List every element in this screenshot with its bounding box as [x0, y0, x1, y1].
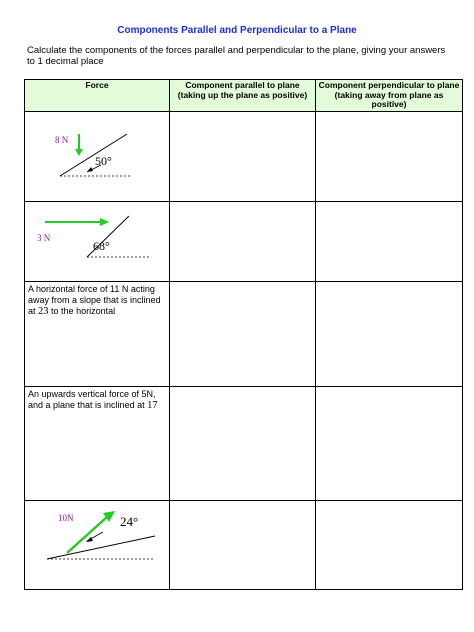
table-row — [25, 111, 463, 201]
force-description — [25, 387, 169, 413]
force-cell — [25, 111, 170, 201]
answer-perpendicular-cell[interactable] — [316, 201, 463, 281]
force-cell — [25, 500, 170, 589]
table-row — [25, 500, 463, 589]
force-diagram-1 — [25, 112, 165, 196]
force-cell — [25, 386, 170, 500]
answer-parallel-cell[interactable] — [170, 386, 316, 500]
answer-perpendicular-cell[interactable] — [316, 281, 463, 386]
answer-perpendicular-cell[interactable] — [316, 111, 463, 201]
description-text: A horizontal force of 11 N acting away from a slope that is inclined at — [28, 283, 161, 316]
force-label: 8 N — [55, 134, 69, 145]
force-description — [25, 282, 169, 319]
table-row — [25, 201, 463, 281]
answer-perpendicular-cell[interactable] — [316, 386, 463, 500]
angle-label: 50° — [95, 153, 112, 168]
answer-parallel-cell[interactable] — [170, 281, 316, 386]
table-row — [25, 281, 463, 386]
force-diagram-5 — [25, 501, 165, 584]
table-row — [25, 386, 463, 500]
angle-value: 23 — [38, 305, 49, 317]
answer-parallel-cell[interactable] — [170, 500, 316, 589]
angle-label: 24° — [120, 513, 139, 529]
force-cell — [25, 201, 170, 281]
angle-label: 68° — [93, 238, 110, 253]
angle-value: 17 — [147, 399, 158, 411]
worksheet-table — [24, 79, 463, 590]
arrowhead — [75, 149, 83, 156]
plane-line — [60, 134, 127, 176]
description-suffix: to the horizontal — [51, 305, 116, 316]
header-perpendicular: Component perpendicular to plane (taking away from plane as positive) — [316, 80, 463, 112]
force-label: 3 N — [37, 232, 51, 243]
answer-perpendicular-cell[interactable] — [316, 500, 463, 589]
header-force: Force — [25, 80, 170, 112]
answer-parallel-cell[interactable] — [170, 201, 316, 281]
page-title: Components Parallel and Perpendicular to a Plane — [117, 25, 357, 36]
header-row — [25, 80, 463, 112]
force-diagram-2 — [25, 202, 165, 276]
arrowhead — [87, 167, 93, 172]
plane-line — [47, 536, 155, 559]
instructions: Calculate the components of the forces parallel and perpendicular to the plane, giving your answers to 1 decimal place — [27, 45, 446, 67]
force-label: 10N — [58, 512, 74, 523]
description-text: An upwards vertical force of 5N, and a plane that is inclined at — [28, 388, 156, 410]
arrowhead — [86, 537, 93, 542]
force-cell — [25, 281, 170, 386]
arrowhead — [100, 218, 109, 226]
answer-parallel-cell[interactable] — [170, 111, 316, 201]
header-parallel: Component parallel to plane (taking up the plane as positive) — [170, 80, 316, 112]
